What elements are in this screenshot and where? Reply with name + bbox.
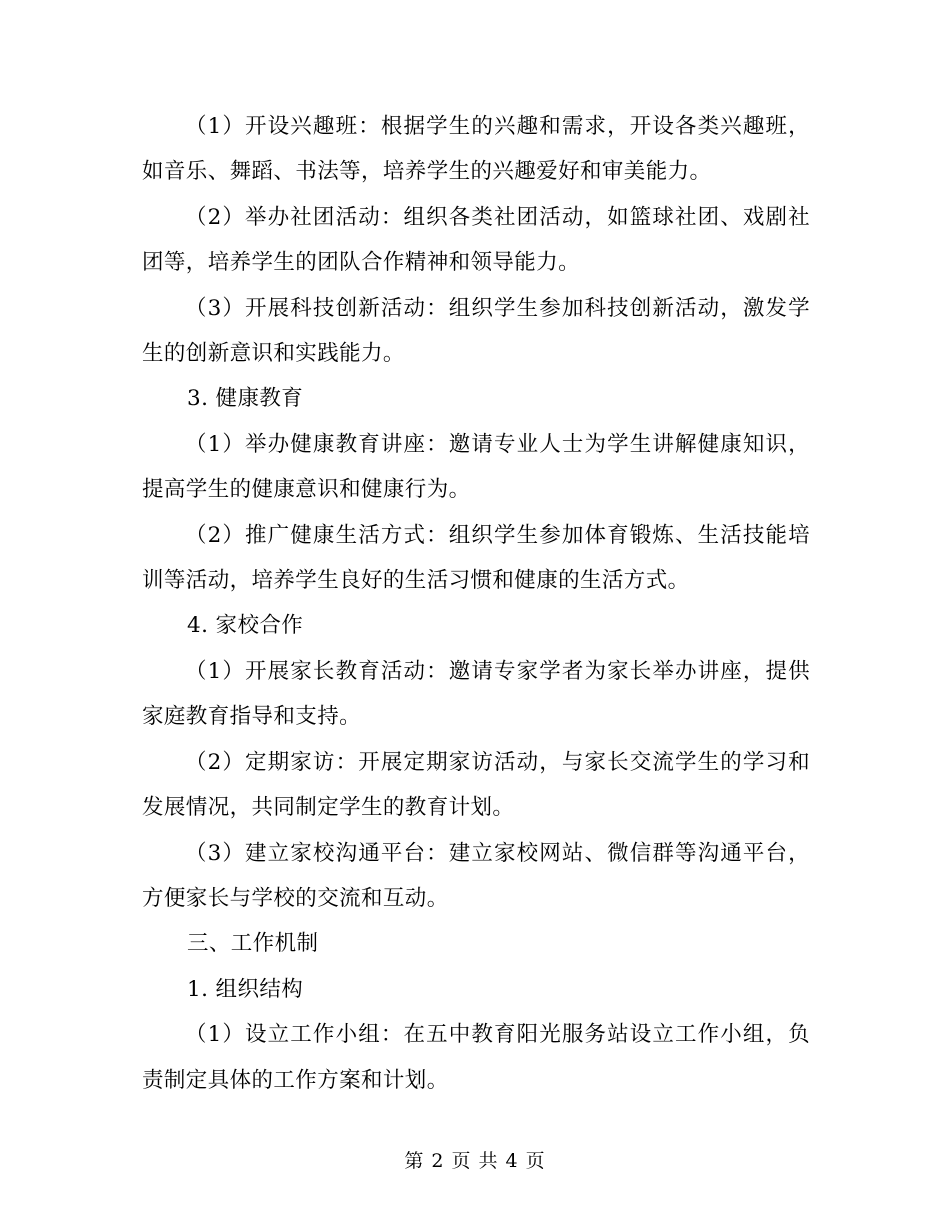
- paragraph-tech-innovation: （3）开展科技创新活动：组织学生参加科技创新活动，激发学生的创新意识和实践能力。: [142, 295, 810, 367]
- paragraph-home-visits: （2）定期家访：开展定期家访活动，与家长交流学生的学习和发展情况，共同制定学生的教育计划。: [142, 749, 810, 821]
- paragraph-working-group: （1）设立工作小组：在五中教育阳光服务站设立工作小组，负责制定具体的工作方案和计划。: [142, 1022, 810, 1093]
- document-body: [142, 104, 810, 1103]
- section-heading-work-mechanism: 三、工作机制: [187, 931, 319, 957]
- paragraph-interest-classes: （1）开设兴趣班：根据学生的兴趣和需求，开设各类兴趣班，如音乐、舞蹈、书法等，培养学生的兴趣爱好和审美能力。: [142, 114, 810, 185]
- section-heading-health-education: 3. 健康教育: [187, 386, 304, 412]
- paragraph-club-activities: （2）举办社团活动：组织各类社团活动，如篮球社团、戏剧社团等，培养学生的团队合作精神和领导能力。: [142, 204, 810, 276]
- paragraph-parent-education: （1）开展家长教育活动：邀请专家学者为家长举办讲座，提供家庭教育指导和支持。: [142, 658, 810, 730]
- page-number-footer: 第 2 页 共 4 页: [404, 1150, 546, 1172]
- paragraph-healthy-lifestyle: （2）推广健康生活方式：组织学生参加体育锻炼、生活技能培训等活动，培养学生良好的生活习惯和健康的生活方式。: [142, 522, 810, 594]
- paragraph-health-lectures: （1）举办健康教育讲座：邀请专业人士为学生讲解健康知识，提高学生的健康意识和健康行为。: [142, 431, 810, 503]
- section-heading-org-structure: 1. 组织结构: [187, 976, 304, 1002]
- section-heading-home-school: 4. 家校合作: [187, 613, 304, 639]
- paragraph-communication-platform: （3）建立家校沟通平台：建立家校网站、微信群等沟通平台，方便家长与学校的交流和互动。: [142, 840, 810, 911]
